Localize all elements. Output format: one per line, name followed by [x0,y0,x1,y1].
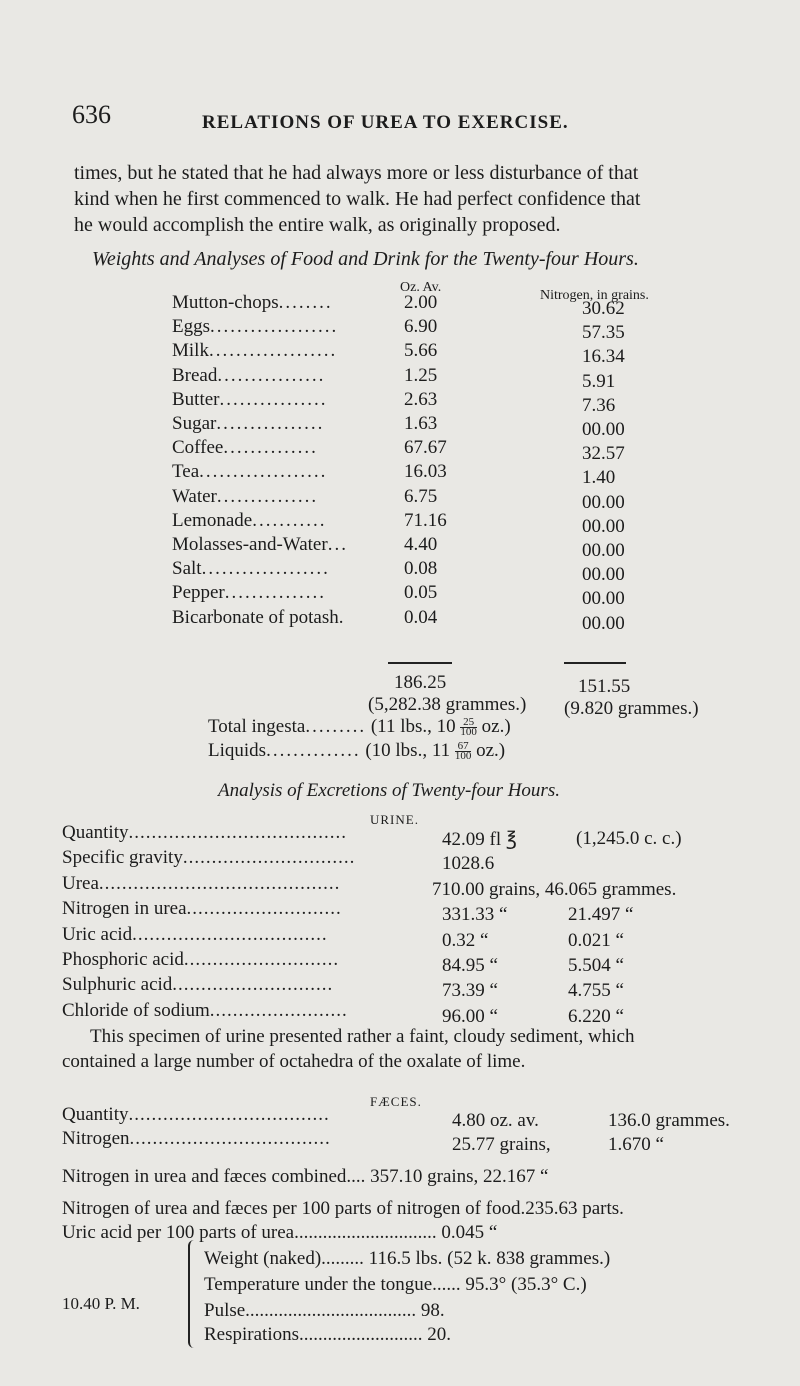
vitals-time: 10.40 P. M. [62,1294,140,1313]
urine-value-secondary: 4.755 “ [568,980,624,1001]
urine-item-name: Phosphoric acid [62,949,184,970]
food-row-label [172,292,333,314]
urine-row-label [62,822,347,844]
urine-value-secondary: (1,245.0 c. c.) [576,828,682,849]
urine-item-name: Sulphuric acid [62,974,173,995]
food-row-label [172,486,318,508]
urine-row-label [62,924,328,946]
total-rule-nitrogen [564,662,626,664]
food-oz-value: 0.05 [404,582,438,603]
food-item-name: Salt [172,558,202,579]
uric-acid-per-100-line: Uric acid per 100 parts of urea.............................. 0.045 “ [62,1222,498,1243]
leader-dots: ........................ [209,1000,348,1021]
food-row-label [172,582,326,604]
urine-value-primary: 84.95 “ [442,955,498,976]
food-item-name: Butter [172,389,220,410]
food-nitrogen-value: 00.00 [582,588,625,609]
leader-dots: ........................... [183,949,340,970]
urine-note [62,1024,635,1074]
food-item-name: Pepper [172,582,225,603]
food-oz-value: 2.63 [404,389,438,410]
food-item-name: Water [172,486,217,507]
leader-dots: ........................... [186,898,342,919]
food-nitrogen-value: 1.40 [582,467,616,488]
food-oz-value: 1.63 [404,413,438,434]
faeces-value-primary: 25.77 grains, [452,1134,551,1155]
leader-dots: ................ [216,413,325,434]
food-oz-value: 6.90 [404,316,438,337]
urine-value-secondary: 0.021 “ [568,930,624,951]
vitals-temperature: Temperature under the tongue...... 95.3° (35.3° C.) [204,1274,587,1295]
urine-value-primary: 96.00 “ [442,1006,498,1027]
food-row-label [172,558,330,580]
urine-value-primary: 0.32 “ [442,930,489,951]
leader-dots: ................... [208,340,338,361]
vitals-brace [188,1240,200,1348]
leader-dots: ................... [201,558,330,579]
food-oz-value: 6.75 [404,486,438,507]
food-nitrogen-value: 30.62 [582,298,625,319]
urine-value-secondary: 6.220 “ [568,1006,624,1027]
food-oz-value: 2.00 [404,292,438,313]
urine-note-line: contained a large number of octahedra of the oxalate of lime. [62,1051,526,1072]
food-nitrogen-value: 00.00 [582,516,625,537]
leader-dots: .............................. [182,847,356,868]
liquids-fraction: $\frac{67}{100}$ [454,740,472,763]
urine-note-line: This specimen of urine presented rather a faint, cloudy sediment, which [90,1026,635,1047]
food-total-nitrogen: 151.55 [578,676,631,697]
total-ingesta-label: Total ingesta [208,716,306,737]
leader-dots: .............. [223,437,318,458]
intro-line: he would accomplish the entire walk, as originally proposed. [74,214,561,236]
intro-paragraph [74,160,640,238]
food-row-label [172,340,337,362]
faeces-heading: FÆCES. [370,1094,422,1109]
page-number: 636 [72,100,111,129]
liquids-value-pre: (10 lbs., 11 [365,740,451,761]
running-title: RELATIONS OF UREA TO EXERCISE. [202,112,569,133]
food-nitrogen-value: 00.00 [582,613,625,634]
food-total-oz: 186.25 [394,672,447,693]
leader-dots: ............... [224,582,327,603]
nitrogen-per-100-line: Nitrogen of urea and fæces per 100 parts of nitrogen of food.235.63 parts. [62,1198,624,1219]
leader-dots: ................ [219,389,328,410]
urine-value-primary: 331.33 “ [442,904,508,925]
urine-item-name: Urea [62,873,99,894]
urine-heading: URINE. [370,812,419,827]
leader-dots: ................................... [129,1128,331,1149]
food-oz-value: 0.04 [404,607,438,628]
leader-dots: .................................. [132,924,328,945]
food-item-name: Bicarbonate of potash [172,607,339,628]
leader-dots: ............... [216,486,319,507]
urine-item-name: Chloride of sodium [62,1000,210,1021]
food-table-title: Weights and Analyses of Food and Drink for the Twenty-four Hours. [92,248,639,270]
total-rule-oz [388,662,452,664]
food-item-name: Mutton-chops [172,292,279,313]
leader-dots: . [338,607,346,628]
leader-dots: ... [327,534,348,555]
leader-dots: ........... [252,510,327,531]
food-row-label [172,413,324,435]
food-nitrogen-value: 57.35 [582,322,625,343]
urine-row-label [62,974,333,996]
food-oz-value: 16.03 [404,461,447,482]
food-row-label [172,389,328,411]
food-item-name: Milk [172,340,209,361]
food-row-label [172,534,348,556]
food-item-name: Coffee [172,437,224,458]
food-oz-value: 67.67 [404,437,447,458]
faeces-item-name: Nitrogen [62,1128,130,1149]
liquids-value-post: oz.) [476,740,506,761]
food-nitrogen-value: 00.00 [582,564,625,585]
urine-value-secondary: 5.504 “ [568,955,624,976]
leader-dots: ................... [199,461,328,482]
food-item-name: Bread [172,365,218,386]
food-item-name: Sugar [172,413,217,434]
urine-row-label [62,949,339,971]
vitals-pulse: Pulse.................................... 98. [204,1300,445,1321]
leader-dots: ............................ [172,974,334,995]
leader-dots: ................ [217,365,326,386]
liquids-row: Liquids.............. (10 lbs., 11 $\frac{67}{100}$ oz.) [208,740,506,763]
food-item-name: Molasses-and-Water [172,534,328,555]
urine-value-primary: 42.09 fl ℥ [442,829,517,850]
faeces-value-secondary: 1.670 “ [608,1134,664,1155]
leader-dots: ........ [278,292,333,313]
urine-value-primary: 710.00 grains, 46.065 grammes. [432,879,677,900]
food-oz-value: 5.66 [404,340,438,361]
food-oz-value: 4.40 [404,534,438,555]
intro-line: kind when he first commenced to walk. He had perfect confidence that [74,188,641,210]
food-row-label [172,316,338,338]
urine-item-name: Uric acid [62,924,133,945]
total-ingesta-value-post: oz.) [481,716,511,737]
food-oz-value: 1.25 [404,365,438,386]
total-ingesta-value-pre: (11 lbs., 10 [370,716,456,737]
faeces-row-label [62,1104,330,1126]
food-row-label [172,607,345,629]
food-item-name: Lemonade [172,510,253,531]
food-nitrogen-value: 00.00 [582,492,625,513]
leader-dots: ................................... [128,1104,330,1125]
combined-nitrogen-line: Nitrogen in urea and fæces combined.... 357.10 grains, 22.167 “ [62,1166,549,1187]
urine-value-primary: 73.39 “ [442,980,498,1001]
urine-value-secondary: 21.497 “ [568,904,634,925]
leader-dots: ................... [210,316,339,337]
urine-item-name: Quantity [62,822,129,843]
urine-value-primary: 1028.6 [442,853,495,874]
food-nitrogen-value: 00.00 [582,419,625,440]
urine-row-label [62,873,340,895]
urine-row-label [62,898,342,920]
excretions-title: Analysis of Excretions of Twenty-four Hours. [218,780,560,801]
food-item-name: Tea [172,461,200,482]
urine-item-name: Nitrogen in urea [62,898,187,919]
faeces-value-primary: 4.80 oz. av. [452,1110,539,1131]
food-row-label [172,461,327,483]
food-item-name: Eggs [172,316,210,337]
food-row-label [172,510,326,532]
food-oz-value: 0.08 [404,558,438,579]
vitals-weight: Weight (naked)......... 116.5 lbs. (52 k. 838 grammes.) [204,1248,611,1269]
vitals-respirations: Respirations.......................... 20. [204,1324,451,1345]
faeces-row-label [62,1128,331,1150]
food-total-nitrogen-grammes: (9.820 grammes.) [564,698,699,719]
food-row-label [172,437,318,459]
total-ingesta-row: Total ingesta......... (11 lbs., 10 $\frac{25}{100}$ oz.) [208,716,511,739]
food-oz-value: 71.16 [404,510,447,531]
urine-row-label [62,1000,348,1022]
food-nitrogen-value: 32.57 [582,443,625,464]
intro-line: times, but he stated that he had always more or less disturbance of that [74,162,639,184]
food-nitrogen-value: 16.34 [582,346,625,367]
faeces-value-secondary: 136.0 grammes. [608,1110,730,1131]
food-nitrogen-value: 5.91 [582,371,616,392]
liquids-label: Liquids [208,740,267,761]
leader-dots: ...................................... [128,822,347,843]
urine-row-label [62,847,355,869]
leader-dots: .......................................... [98,873,341,894]
food-nitrogen-value: 00.00 [582,540,625,561]
food-col-nitrogen-header: Nitrogen, in grains. [540,288,649,303]
total-ingesta-fraction: $\frac{25}{100}$ [460,716,477,739]
food-total-oz-grammes: (5,282.38 grammes.) [368,694,527,715]
food-nitrogen-value: 7.36 [582,395,616,416]
food-col-oz-header: Oz. Av. [400,280,442,295]
food-row-label [172,365,325,387]
faeces-item-name: Quantity [62,1104,129,1125]
urine-item-name: Specific gravity [62,847,183,868]
